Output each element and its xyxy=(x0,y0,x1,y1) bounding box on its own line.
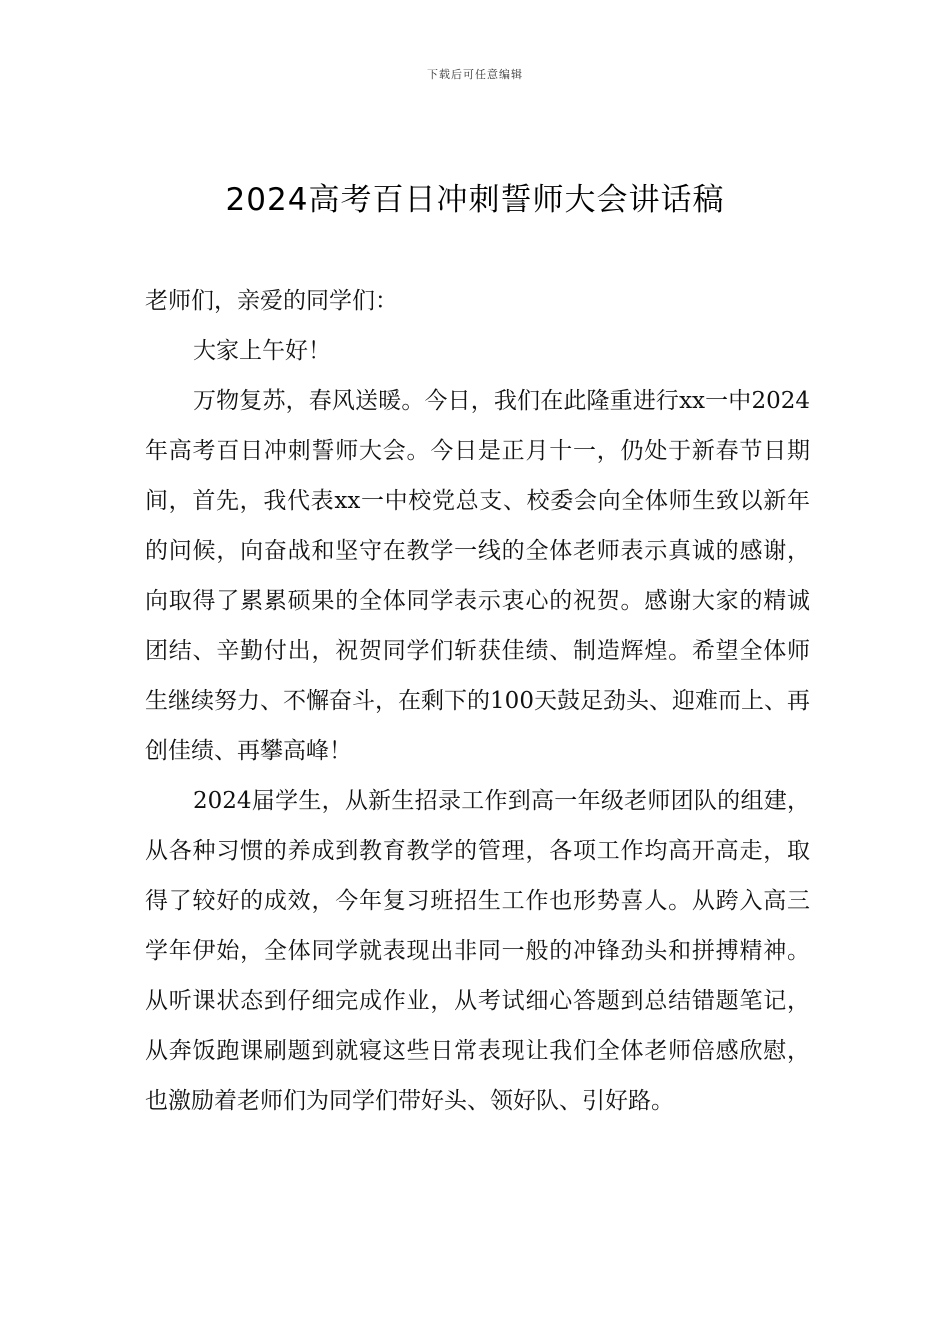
header-note: 下载后可任意编辑 xyxy=(427,68,523,81)
document-title: 2024高考百日冲刺誓师大会讲话稿 xyxy=(225,182,725,218)
greeting: 大家上午好！ xyxy=(193,338,331,364)
salutation: 老师们，亲爱的同学们： xyxy=(145,288,398,314)
document-body xyxy=(145,276,810,1126)
paragraph-1: 万物复苏，春风送暖。今日，我们在此隆重进行xx一中2024年高考百日冲刺誓师大会。今日是正月十一，仍处于新春节日期间，首先，我代表xx一中校党总支、校委会向全体师生致以新年的问候，向奋战和坚守在教学一线的全体老师表示真诚的感谢，向取得了累累硕果的全体同学表示衷心的祝贺。感谢大家的精诚团结、辛勤付出，祝贺同学们斩获佳绩、制造辉煌。希望全体师生继续努力、不懈奋斗，在剩下的100天鼓足劲头、迎难而上、再创佳绩、再攀高峰！ xyxy=(145,388,810,764)
paragraph-2: 2024届学生，从新生招录工作到高一年级老师团队的组建，从各种习惯的养成到教育教学的管理，各项工作均高开高走，取得了较好的成效，今年复习班招生工作也形势喜人。从跨入高三学年伊始，全体同学就表现出非同一般的冲锋劲头和拼搏精神。从听课状态到仔细完成作业，从考试细心答题到总结错题笔记，从奔饭跑课刷题到就寝这些日常表现让我们全体老师倍感欣慰，也激励着老师们为同学们带好头、领好队、引好路。 xyxy=(145,788,810,1114)
